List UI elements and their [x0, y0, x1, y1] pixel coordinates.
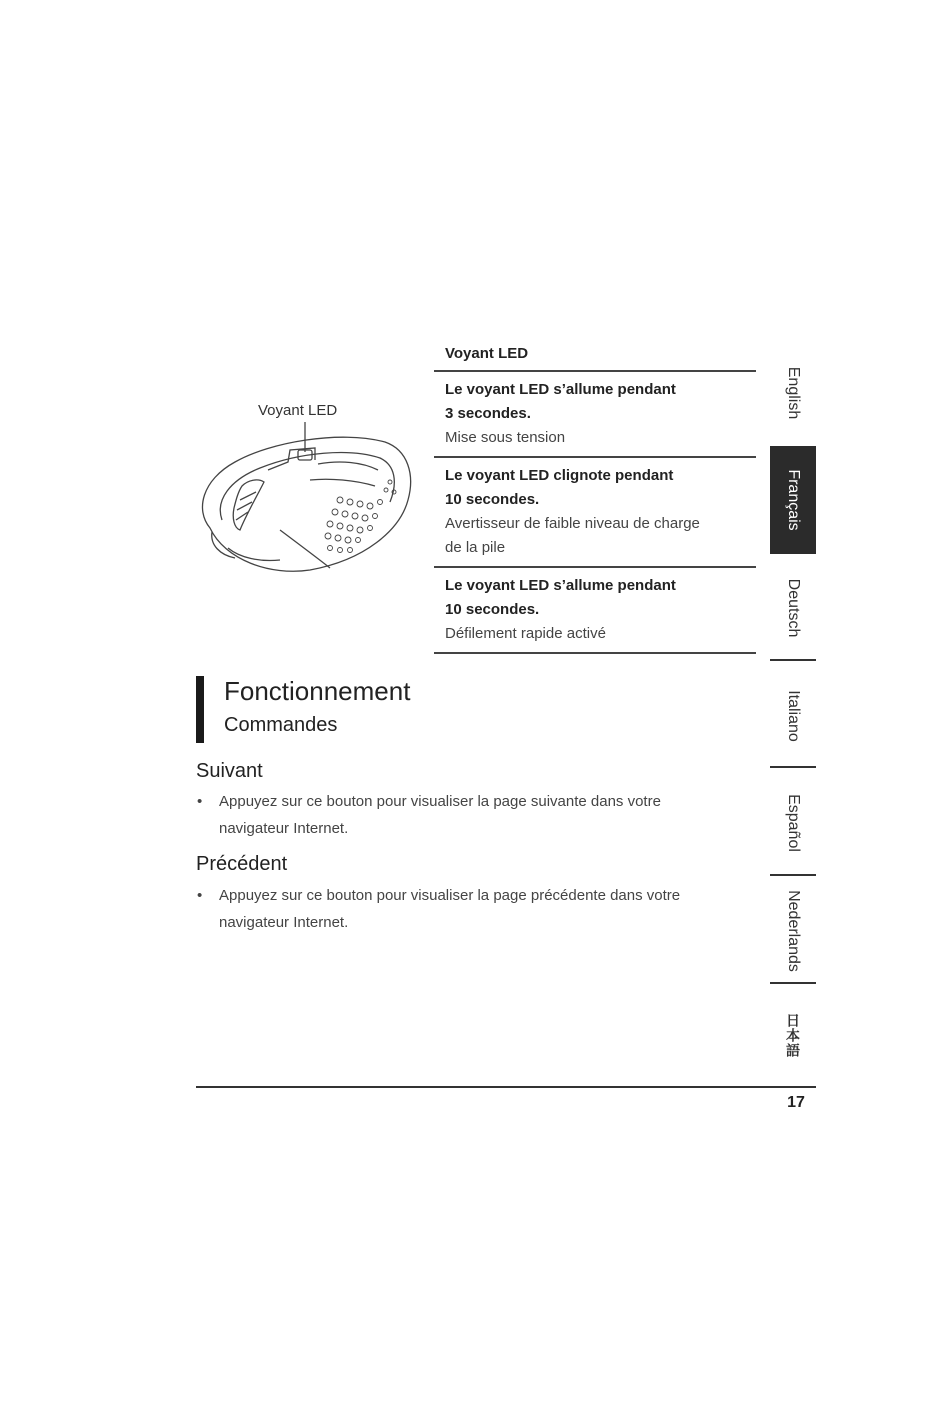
led-description: de la pile [445, 539, 506, 556]
bullet-icon: • [197, 793, 203, 810]
tab-divider [770, 874, 816, 876]
led-condition: 10 secondes. [445, 601, 540, 618]
next-heading: Suivant [196, 760, 263, 782]
tab-label: Deutsch [785, 578, 802, 638]
tab-english[interactable] [770, 340, 816, 445]
bullet-icon: • [197, 887, 203, 904]
bullet-line: navigateur Internet. [219, 914, 349, 931]
footer-rule [196, 1086, 816, 1088]
tab-label: 日本語 [786, 1012, 800, 1059]
led-condition: Le voyant LED s’allume pendant [445, 577, 676, 594]
table-row [434, 372, 756, 458]
led-condition: Le voyant LED clignote pendant [445, 467, 674, 484]
previous-heading: Précédent [196, 853, 288, 875]
led-status-table [434, 345, 756, 654]
led-description: Mise sous tension [445, 429, 566, 446]
tab-divider [770, 982, 816, 984]
section-subtitle: Commandes [224, 714, 338, 736]
tab-italiano[interactable] [770, 663, 816, 768]
tab-deutsch[interactable] [770, 555, 816, 661]
led-condition: Le voyant LED s’allume pendant [445, 381, 676, 398]
led-condition: 3 secondes. [445, 405, 531, 422]
tab-label: Nederlands [785, 890, 802, 972]
bullet-line: navigateur Internet. [219, 820, 349, 837]
tab-divider [770, 766, 816, 768]
tab-espanol[interactable] [770, 770, 816, 876]
page-number: 17 [787, 1094, 805, 1111]
section-title: Fonctionnement [224, 676, 411, 706]
led-table-header: Voyant LED [434, 345, 756, 372]
tab-label: English [785, 366, 802, 419]
tab-label: Français [785, 469, 802, 531]
led-figure-label: Voyant LED [258, 402, 338, 419]
tab-japanese[interactable] [770, 986, 816, 1086]
table-row [434, 568, 756, 654]
tab-label: Español [785, 794, 802, 852]
tab-francais[interactable] [770, 446, 816, 554]
table-row [434, 458, 756, 568]
next-description [197, 788, 739, 842]
tab-divider [770, 659, 816, 661]
tab-label: Italiano [785, 689, 802, 742]
mouse-illustration [190, 420, 420, 580]
led-condition: 10 secondes. [445, 491, 540, 508]
bullet-line: Appuyez sur ce bouton pour visualiser la page suivante dans votre [219, 793, 661, 810]
led-description: Défilement rapide activé [445, 625, 606, 642]
led-description: Avertisseur de faible niveau de charge [445, 515, 700, 532]
section-marker-bar [196, 676, 204, 743]
previous-description [197, 882, 739, 936]
tab-nederlands[interactable] [770, 878, 816, 984]
bullet-line: Appuyez sur ce bouton pour visualiser la page précédente dans votre [219, 887, 681, 904]
